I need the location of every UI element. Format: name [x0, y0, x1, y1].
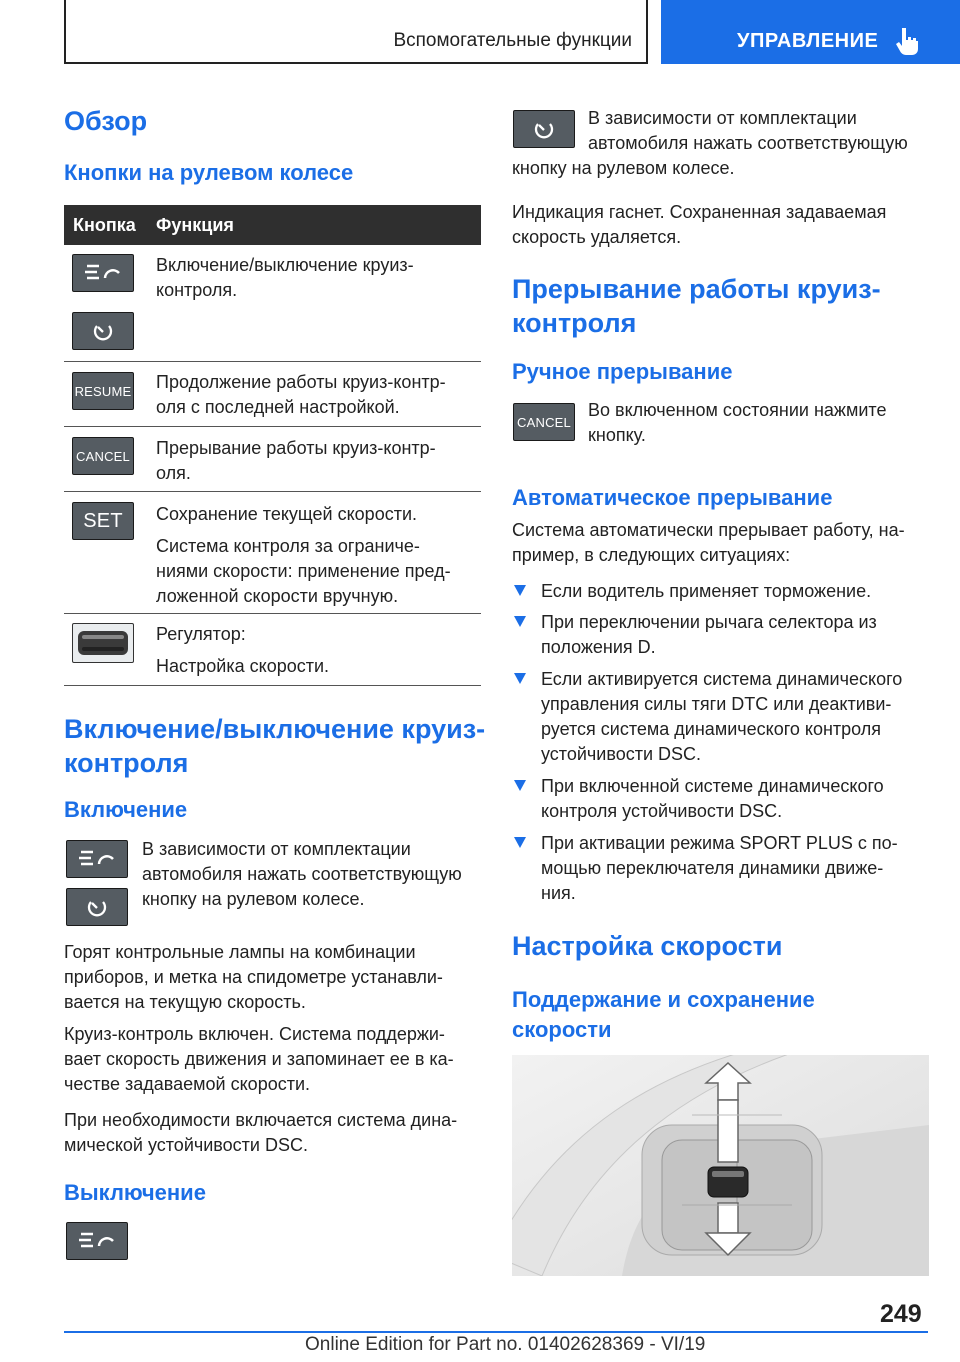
- cruise-control-button[interactable]: [66, 1222, 128, 1260]
- row4-function: Сохранение текущей скорости.: [156, 504, 417, 524]
- pointing-hand-icon: [893, 26, 923, 56]
- table-divider: [64, 685, 481, 686]
- heading-auto: Автоматическое прерывание: [512, 485, 833, 510]
- resume-button[interactable]: RESUME: [72, 372, 134, 410]
- heading-steering-buttons: Кнопки на рулевом колесе: [64, 160, 354, 185]
- on-paragraph-3: При необходимости включается система дина- мической устойчивости DSC.: [64, 1110, 458, 1155]
- heading-keep-speed: Поддержание и сохранение скорости: [512, 987, 815, 1042]
- cruise-limiter-button[interactable]: [66, 888, 128, 926]
- table-divider: [64, 613, 481, 614]
- breadcrumb[interactable]: Вспомогательные функции: [393, 30, 632, 51]
- list-item: При активации режима SPORT PLUS с по- мощью переключателя динамики движе- ния.: [512, 831, 932, 906]
- heading-manual: Ручное прерывание: [512, 359, 733, 384]
- row1-function: Включение/выключение круиз- контроля.: [156, 255, 414, 300]
- cancel-button[interactable]: CANCEL: [72, 437, 134, 475]
- table-divider: [64, 361, 481, 362]
- list-item: При переключении рычага селектора из положения D.: [512, 610, 932, 660]
- row5-function-detail: Настройка скорости.: [156, 656, 330, 676]
- col-header-function: Функция: [156, 215, 234, 235]
- row3-function: Прерывание работы круиз-контр- оля.: [156, 438, 436, 483]
- on-instruction: В зависимости от комплектации автомобиля нажать соответствующую кнопку на рулевом колесе.: [142, 839, 462, 909]
- bullet-triangle-icon: [514, 780, 526, 791]
- off-instruction-a: В зависимости от комплектации автомобиля нажать соответствующую: [588, 108, 908, 153]
- list-item: При включенной системе динамического контроля устойчивости DSC.: [512, 774, 932, 824]
- section-title: УПРАВЛЕНИЕ: [737, 30, 879, 52]
- heading-off: Выключение: [64, 1180, 206, 1205]
- bullet-triangle-icon: [514, 616, 526, 627]
- table-divider: [64, 491, 481, 492]
- list-item: Если активируется система динамического управления силы тяги DTC или деактиви- руется система динамического контроля устойчивости DSC.: [512, 667, 932, 767]
- heading-overview: Обзор: [64, 106, 148, 136]
- list-item: Если водитель применяет торможение.: [512, 579, 932, 604]
- bullet-triangle-icon: [514, 585, 526, 596]
- off-paragraph: Индикация гаснет. Сохраненная задаваемая скорость удаляется.: [512, 202, 887, 247]
- cruise-control-icon: [83, 260, 123, 286]
- heading-interrupt: Прерывание работы круиз- контроля: [512, 274, 881, 338]
- cruise-control-button[interactable]: [72, 254, 134, 292]
- on-paragraph-2: Круиз-контроль включен. Система поддержи- вает скорость движения и запоминает ее в ка- честве задаваемой скорости.: [64, 1024, 454, 1094]
- heading-on: Включение: [64, 797, 188, 822]
- heading-speed: Настройка скорости: [512, 931, 783, 961]
- cruise-limiter-button[interactable]: [513, 110, 575, 148]
- cruise-limiter-icon: [90, 318, 116, 344]
- off-instruction-b: кнопку на рулевом колесе.: [512, 158, 735, 178]
- cruise-limiter-icon: [531, 116, 557, 142]
- cancel-button[interactable]: CANCEL: [513, 403, 575, 441]
- page-number: 249: [880, 1300, 922, 1328]
- steering-wheel-illustration: [512, 1055, 929, 1276]
- table-header: [64, 205, 481, 245]
- header-section-tab[interactable]: [661, 0, 960, 64]
- cruise-control-button[interactable]: [66, 840, 128, 878]
- on-paragraph-1: Горят контрольные лампы на комбинации приборов, и метка на спидометре устанавли- вается на текущую скорость.: [64, 942, 443, 1012]
- table-divider: [64, 426, 481, 427]
- footer-edition: Online Edition for Part no. 01402628369 - VI/19: [305, 1334, 706, 1355]
- col-header-button: Кнопка: [73, 215, 136, 235]
- header-breadcrumb-box: [64, 0, 648, 64]
- auto-intro: Система автоматически прерывает работу, на- пример, в следующих ситуациях:: [512, 520, 905, 565]
- cruise-limiter-icon: [84, 894, 110, 920]
- bullet-triangle-icon: [514, 837, 526, 848]
- manual-instruction: Во включенном состоянии нажмите кнопку.: [588, 400, 887, 445]
- row4-function-detail: Система контроля за ограниче- ниями скорости: применение пред- ложенной скорости вручную.: [156, 536, 451, 606]
- cruise-limiter-button[interactable]: [72, 312, 134, 350]
- set-button[interactable]: SET: [72, 502, 134, 540]
- row2-function: Продолжение работы круиз-контр- оля с последней настройкой.: [156, 372, 446, 417]
- rocker-switch-icon: [76, 628, 130, 658]
- heading-onoff: Включение/выключение круиз- контроля: [64, 714, 486, 778]
- steering-wheel-drawing: [512, 1055, 929, 1276]
- speed-rocker-switch[interactable]: [72, 623, 134, 663]
- footer-divider: [64, 1331, 928, 1333]
- bullet-triangle-icon: [514, 673, 526, 684]
- row5-function: Регулятор:: [156, 624, 246, 644]
- cruise-control-icon: [77, 846, 117, 872]
- cruise-control-icon: [77, 1228, 117, 1254]
